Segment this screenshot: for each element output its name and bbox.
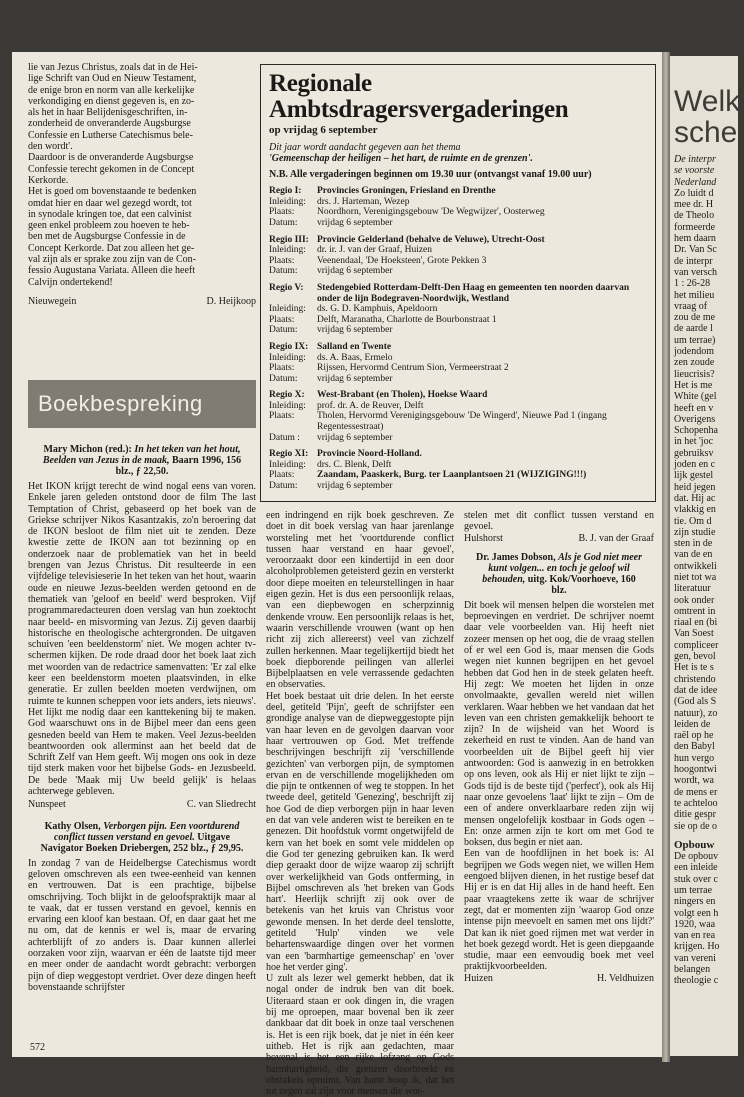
region-field-value: Provincies Groningen, Friesland en Drenthe [317, 186, 496, 197]
region-row [269, 449, 647, 460]
region-row [269, 245, 647, 256]
region-row [269, 433, 647, 444]
review-book-heading [38, 444, 246, 477]
region-row [269, 411, 647, 432]
right-page-subhead: Opbouw [674, 838, 715, 851]
region-field-value: Zaandam, Paaskerk, Burg. ter Laanplantsoen 21 (WIJZIGING!!!) [317, 470, 587, 481]
signoff-place: Nieuwegein [28, 295, 77, 307]
text-line: lige Schrift van Oud en Nieuw Testament, [28, 73, 197, 85]
region-field-label: Inleiding: [269, 400, 306, 411]
signoff-name: B. J. van der Graaf [578, 532, 654, 544]
region-row [269, 390, 647, 401]
review-book-heading [474, 552, 644, 596]
region-row [269, 460, 647, 471]
theme-line-2: 'Gemeenschap der heiligen – het hart, de ruimte en de grenzen'. [269, 152, 533, 164]
text-line: Daardoor is de onveranderde Augsburgse [28, 152, 194, 164]
text-line: zen zoude [674, 357, 715, 369]
region-row [269, 353, 647, 364]
region-field-value: vrijdag 6 september [317, 325, 393, 336]
region-row [269, 325, 647, 336]
region-row [269, 304, 647, 315]
region-field-value: Delft, Maranatha, Charlotte de Bourbonstraat 1 [317, 314, 497, 325]
text-line: um terrae [674, 885, 713, 896]
right-page-intro [674, 154, 744, 188]
text-line: hem daarn [674, 233, 716, 245]
text-line: vlakkig en [674, 504, 716, 516]
text-line: tie. Om d [674, 515, 712, 527]
text-line: Kerkorde. [28, 174, 69, 186]
text-line: Confessie terecht gekomen in de Concept [28, 163, 195, 175]
region-field-value: Noordhorn, Verenigingsgebouw 'De Wegwijzer', Oosterweg [317, 207, 545, 218]
region-row [269, 283, 647, 304]
review-text: Het boek bestaat uit drie delen. In het eerste deel, getiteld 'Pijn', geeft de schrijfster een grondige analyse van de diepweggestopte pijn van haar leven en de gevolgen daarvan voor haar vertrouwen op God. Met treffende beschrijvingen beschrijft zij 'verschillende gezichten' van verborgen pijn, de symptomen ervan en de verschillende mogelijkheden om die pijn te ontkennen of weg te stoppen. In het tweede deel, getiteld 'Genezing', beschrijft zij hoe God de diep verborgen pijn in haar leven en dat van vele anderen wist te bereiken en te genezen. Dit hoofdstuk vormt ongetwijfeld de kern van het boek en somt vele middelen op die God ter genezing gebruiken kan. Ik werd diep geraakt door de wijze waarop zij schrijft over werkelijkheid van Gods ontferming, in Bijbel omschreven als 'het breken van Gods hart'. Heerlijk schrijft zij ook over de betekenis van het kruis van Christus voor gewonde mensen. In het derde deel tenslotte, getiteld 'Hulp' vinden we vele behartenswaardige dingen over het vormen van een 'barmhartige gemeenschap' en 'over hoe het verder ging'. [266, 690, 454, 973]
region-field-value: drs. C. Blenk, Delft [317, 459, 392, 470]
region-field-value: Provincie Noord-Holland. [317, 449, 422, 460]
text-line: um terrae) [674, 334, 716, 346]
text-line: verkondiging en dienst gegeven is, en zo- [28, 95, 195, 107]
announcement-title: Regionale Ambtsdragersvergaderingen [269, 70, 569, 123]
text-line: de Theolo [674, 210, 715, 222]
review-text: U zult als lezer wel gemerkt hebben, dat ik nogal onder de indruk ben van dit boek. Uiteraard staan er ook dingen in, die vragen bij me oproepen, maar bovenal ben ik zeer dankbaar dat dit boek in onze taal verschenen is. Het is een rijk boek, dat je niet in één keer uitheb. Het is rijk aan gedachten, maar bovenal is het een rijke lofzang op Gods barmhartigheid, die grenzen doorbreekt en obstakels opruimt. Van harte hoop ik, dat het tot zegen zal zijn voor mensen die wor- [266, 973, 454, 1097]
text-line: lie van Jezus Christus, zoals dat in de Hei- [28, 62, 198, 73]
region-field-label: Regio I: [269, 186, 302, 197]
review-text: Het IKON krijgt terecht de wind nogal eens van voren. Enkele jaren geleden ontstond door de film The last Temptation of Christ, gebaseerd op het boek van de Griekse schrijver Nikos Kasantzakis, zo'n beroering dat de IKON besloot de film niet uit te zenden. Deze kwestie zette de IKON aan tot bezinning op en onderzoek naar de problematiek van het in beeld brengen van Jezus Christus. Dit resulteerde in een vijfdelige televisieserie In het teken van het hout, waarin oude en nieuwe Jezus-beelden werden getoond en de thematiek van 'geloof en beeld' werd besproken. Vijf programmaredacteuren doen verslag van hun zoektocht naar beeld- en misvorming van Jezus. Zij geven daarbij historische en theologische achtergronden. De uitgaven schuiven 'een beeldenstorm' niet. We mogen achter tv-schermen kijken. De rode draad door het boek laat zich met woorden van de redactrice samenvatten: 'Er zal elke keer een beeldenstorm moeten plaatsvinden, in elke generatie. Er zullen beelden moeten verdwijnen, om ruimte te kunnen scheppen voor iets anders, iets nieuws'. Het lijkt me nodig daar een kanttekening bij te maken. God waarschuwt ons in de Bijbel meer dan eens geen gesneden beeld van Hem te maken. Veel Jezus-beelden beantwoorden ook allerminst aan het beeld dat de Schrift Zelf van Hem geeft. Wij mogen ons ook in deze tijd sterk maken voor het bijbelse Gods- en Jezusbeeld. De bede 'Maak mij Uw beeld gelijk' is helaas achterwege gebleven. [28, 481, 256, 798]
text-line: Overigens [674, 413, 716, 425]
signoff-place: Hulshorst [464, 532, 503, 544]
text-line: een inleide [674, 862, 718, 874]
region-field-value: prof. dr. A. de Reuver, Delft [317, 400, 424, 411]
heading-line-1: Welk [674, 85, 741, 118]
right-page-text-2 [674, 851, 744, 987]
text-line: ook onder [674, 594, 715, 606]
column-top-left [28, 62, 256, 307]
region-row [269, 207, 647, 218]
region-field-value: vrijdag 6 september [317, 373, 393, 384]
signoff-place: Nunspeet [28, 799, 66, 811]
text-line: geen enkel probleem zou hoeven te heb- [28, 220, 190, 232]
text-line: (God als S [674, 696, 717, 708]
text-line: wordt, wa [674, 775, 714, 787]
region-row [269, 186, 647, 197]
left-page [12, 52, 662, 1097]
region-field-label: Plaats: [269, 207, 295, 218]
text-line: 1920, waa [674, 918, 716, 930]
right-page-text [674, 188, 744, 832]
region-block [269, 390, 647, 443]
signoff-name: H. Veldhuizen [596, 972, 654, 984]
text-line: Concept Kerkorde. Dat zou alleen het ge- [28, 242, 195, 254]
theme-line-1: Dit jaar wordt aandacht gegeven aan het thema [269, 141, 461, 153]
text-line: vraag of [674, 300, 708, 312]
review-text: In zondag 7 van de Heidelbergse Catechismus wordt geloven omschreven als een twee-eenheid van kennen en vertrouwen. Dat is een prachtige, bijbelse omschrijving. Toch blijkt in de geloofspraktijk maar al te vaak, dat er tussen verstand en gevoel, kennis en ervaring een kloof kan bestaan. Of, en daar gaat het me nu om, dat de kennis er wel is, maar de ervaring achterblijft of zo anders is. Daar kunnen allerlei oorzaken voor zijn, waarvan er één de laatste tijd meer en meer onder de aandacht wordt gebracht: verborgen pijn of diep weggestopt verdriet. Over deze dingen heeft bovenstaande schrijfster [28, 857, 256, 993]
text-line: omdat hier en daar wel gezegd wordt, tot [28, 197, 192, 209]
region-field-value: Veenendaal, 'De Hoeksteen', Grote Pekken 3 [317, 255, 487, 266]
region-field-label: Inleiding: [269, 245, 306, 256]
text-line: zonderheid de onveranderde Augsburgse [28, 118, 191, 130]
text-line: van de en [674, 549, 713, 561]
review-book-heading [38, 821, 246, 854]
text-line: dat. Hij ac [674, 492, 716, 504]
continued-article-text [28, 62, 256, 288]
text-line: lieucrisis? [674, 368, 715, 380]
text-line: ditie gespr [674, 809, 716, 821]
text-line: jodendom [674, 346, 714, 358]
region-row [269, 374, 647, 385]
region-field-label: Plaats: [269, 314, 295, 325]
announcement-note: N.B. Alle vergaderingen beginnen om 19.30 uur (ontvangst vanaf 19.00 uur) [269, 168, 592, 180]
region-field-value: vrijdag 6 september [317, 217, 393, 228]
region-field-value: West-Brabant (en Tholen), Hoekse Waard [317, 390, 488, 401]
region-field-value: dr. ir. J. van der Graaf, Huizen [317, 245, 433, 256]
review-publisher: Uitgave Navigator Boeken Driebergen, 252 blz., ƒ 29,95. [40, 831, 244, 854]
text-line: Van Soest [674, 628, 714, 640]
text-line: krijgen. Ho [674, 941, 720, 953]
announcement-subtitle: op vrijdag 6 september [269, 124, 378, 136]
text-line: zijn studie [674, 526, 716, 538]
text-line: gen, bevol [674, 651, 716, 663]
region-field-label: Plaats: [269, 255, 295, 266]
review-signoff [464, 533, 654, 544]
text-line: White (gel [674, 391, 717, 403]
text-line: Calvijn ondertekend! [28, 276, 113, 288]
region-field-label: Plaats: [269, 363, 295, 374]
region-field-label: Regio V: [269, 282, 304, 293]
text-line: van en rea [674, 930, 716, 942]
text-line: Zo luidt d [674, 187, 714, 199]
announcement-theme [269, 142, 647, 164]
region-row [269, 470, 647, 481]
region-field-label: Datum: [269, 373, 298, 384]
review-book-title: Verborgen pijn. Een voortdurend conflict tussen verstand en gevoel. [53, 820, 240, 843]
text-line: christendo [674, 673, 716, 685]
region-list [269, 186, 647, 491]
text-line: literatuur [674, 583, 711, 595]
article-signoff [28, 296, 256, 307]
review-signoff [464, 973, 654, 984]
review-author: Dr. James Dobson, [475, 551, 556, 563]
review-text: een indringend en rijk boek geschreven. Ze doet in dit boek verslag van haar jarenlange worsteling met het 'voortdurende conflict tussen haar verstand en haar gevoel', veroorzaakt door een kindertijd in een door alcoholproblemen geteisterd gezin en versterkt door diepe moeiten en teleurstellingen in haar eigen gezin. Het is dus een persoonlijk relaas, van een diepbewogen en scherpzinnig denkende vrouw. Een persoonlijk relaas is het, waarin verschillende vrouwen (want op hen richt zij zich allereerst) veel van zichzelf zullen herkennen. Maar tegelijkertijd biedt het boek diepborende peilingen van allerlei Bijbelplaatsen en vele verrassende gedachten en observaties. [266, 510, 454, 691]
region-field-label: Datum : [269, 432, 300, 443]
text-line: riaal en (bi [674, 617, 718, 629]
text-line: de enige bron en norm van alle kerkelijke [28, 84, 195, 96]
region-field-value: vrijdag 6 september [317, 432, 393, 443]
text-line: van vereni [674, 952, 716, 964]
text-line: joden en c [674, 459, 716, 471]
text-line: Schopenha [674, 425, 718, 437]
region-field-label: Inleiding: [269, 459, 306, 470]
region-field-label: Inleiding: [269, 304, 306, 315]
text-line: heid jegen [674, 481, 716, 493]
text-line: Het is me [674, 379, 713, 391]
region-field-value: Tholen, Hervormd Verenigingsgebouw 'De Wingerd', Nieuwe Pad 1 (ingang Regentessestraat) [317, 411, 607, 433]
announcement-box [260, 64, 656, 502]
region-block [269, 186, 647, 228]
region-row [269, 218, 647, 229]
text-line: als het in haar Belijdenisgeschriften, in- [28, 107, 188, 119]
region-field-value: drs. J. Harteman, Wezep [317, 196, 410, 207]
region-field-label: Inleiding: [269, 196, 306, 207]
heading-line-2: sche [674, 116, 738, 149]
signoff-name: D. Heijkoop [206, 295, 256, 307]
text-line: gebruiksv [674, 447, 714, 459]
text-line: se voorste [674, 165, 715, 177]
text-line: raël op he [674, 730, 714, 742]
text-line: belangen [674, 964, 711, 976]
region-field-value: vrijdag 6 september [317, 266, 393, 277]
review-publisher: Baarn 1996, 156 blz., ƒ 22,50. [115, 455, 242, 477]
region-row [269, 363, 647, 374]
text-line: compliceer [674, 639, 719, 651]
column-reviews-right [464, 510, 654, 984]
region-field-label: Datum: [269, 325, 298, 336]
text-line: theologie c [674, 975, 719, 987]
region-row [269, 342, 647, 353]
text-line: lijk gestel [674, 470, 714, 482]
region-row [269, 481, 647, 492]
region-row [269, 266, 647, 277]
text-line: sten in de [674, 538, 713, 550]
text-line: dat de idee [674, 684, 718, 696]
text-line: ben met de Augsburgse Confessie in de [28, 231, 186, 243]
region-field-value: Rijssen, Hervormd Centrum Sion, Vermeerstraat 2 [317, 363, 509, 374]
text-line: natuur), zo [674, 707, 718, 719]
region-row [269, 235, 647, 246]
text-line: den wordt'. [28, 141, 73, 153]
column-reviews-left [28, 440, 256, 993]
text-line: leiden de [674, 718, 711, 730]
page-number: 572 [30, 1042, 45, 1053]
review-signoff [28, 799, 256, 810]
text-line: in synodale kringen toe, dat een calvinist [28, 208, 192, 220]
text-line: hoogontwi [674, 764, 717, 776]
text-line: in het 'joc [674, 436, 714, 448]
right-page [670, 56, 741, 1056]
text-line: Het is goed om bovenstaande te bedenken [28, 186, 197, 198]
region-field-label: Regio X: [269, 390, 305, 401]
text-line: niet tot wa [674, 571, 717, 583]
text-line: fessio Augustana Variata. Alleen die heeft [28, 265, 195, 277]
book-gutter [662, 52, 670, 1062]
text-line: te achteloo [674, 797, 718, 809]
right-page-column [674, 86, 744, 987]
text-line: ontwikkeli [674, 560, 717, 572]
text-line: het milieu [674, 289, 715, 301]
text-line: de mens er [674, 786, 718, 798]
review-book-title: In het teken van het hout, Beelden van Jezus in de maak, [42, 444, 241, 466]
region-field-value: vrijdag 6 september [317, 481, 393, 492]
region-field-value: ds. G. D. Kamphuis, Apeldoorn [317, 304, 438, 315]
region-row [269, 401, 647, 412]
signoff-name: C. van Sliedrecht [186, 799, 256, 811]
region-block [269, 342, 647, 384]
text-line: van versch [674, 266, 718, 278]
text-line: hun vergo [674, 752, 715, 764]
review-text: Een van de hoofdlijnen in het boek is: Al begrijpen we Gods wegen niet, we willen Hem eengoed blijven dienen, in het rustige besef dat Hij er is en dat Hij alles in de hand heeft. Een paar vraagtekens zette ik waar de schrijver zegt, dat er momenten zijn 'waarop God onze intense pijn meevoelt en samen met ons lijdt?' Dat kan ik niet goed rijmen met wat verder in het boek gezegd wordt. Het is geen diepgaande studie, maar een eenvoudig boek met veel praktijkvoorbeelden. [464, 848, 654, 973]
region-block [269, 449, 647, 491]
text-line: stuk over c [674, 873, 718, 885]
region-field-label: Regio IX: [269, 341, 309, 352]
text-line: mee dr. H [674, 199, 714, 211]
section-banner [28, 380, 256, 428]
text-line: den Babyl [674, 741, 715, 753]
region-row [269, 256, 647, 267]
region-field-label: Datum: [269, 481, 298, 492]
text-line: omtrent in [674, 605, 716, 617]
right-page-heading [674, 86, 744, 148]
text-line: de interpr [674, 255, 713, 267]
region-field-label: Regio III: [269, 234, 309, 245]
review-publisher: uitg. Kok/Voorhoeve, 160 blz. [527, 573, 636, 596]
region-field-label: Plaats: [269, 470, 295, 481]
text-line: formeerde [674, 221, 716, 233]
region-field-label: Plaats: [269, 411, 295, 422]
text-line: volgt een h [674, 907, 719, 919]
text-line: val zijn als er sprake zou zijn van de Con- [28, 254, 196, 266]
region-row [269, 197, 647, 208]
region-field-value: Stedengebied Rotterdam-Delft-Den Haag en gemeenten ten noorden daarvan onder de lijn Bodegraven-Noordwijk, Westland [317, 282, 630, 304]
text-line: 1 : 26-28 [674, 278, 711, 290]
signoff-place: Huizen [464, 972, 493, 984]
text-line: heeft en v [674, 402, 714, 414]
text-line: sie op de o [674, 820, 718, 832]
text-line: de aarde l [674, 323, 713, 335]
text-line: Nederland [674, 176, 717, 188]
review-author: Mary Michon (red.): [43, 444, 132, 455]
text-line: ningers en [674, 896, 716, 908]
region-row [269, 315, 647, 326]
review-text: Dit boek wil mensen helpen die worstelen met beproevingen en verdriet. De schrijver noemt daar vele voorbeelden van. Hij heeft niet zozeer mensen op het oog, die de vraag stellen of er wel een God is, maar mensen die Gods wegen niet kunnen begrijpen en het gevoel hebben dat God hen in de steek gelaten heeft. Hij zegt: We moeten het lijden in onze onvolmaakte, gevallen wereld niet willen verklaren. Waar hebben we het vandaan dat het leven van een christen gemakkelijk behoort te zijn? In de wijsheid van het Woord is zekerheid en rust te vinden. Aan de hand van voorbeelden uit de Bijbel geeft hij vier antwoorden: God is aanwezig in en betrokken op ons leven, ook als Hij er niet lijkt te zijn – Gods tijd is de beste tijd ('perfect'), ook als Hij naar onze gevoelens 'laat' lijkt te zijn – Om de een of andere onverklaarbare reden zijn wij mensen ongelofelijk kostbaar in Gods ogen – En: onze armen zijn te kort om met God te boksen, dus begin er niet aan. [464, 599, 654, 849]
region-block [269, 235, 647, 277]
text-line: De opbouv [674, 851, 719, 863]
region-field-label: Datum: [269, 266, 298, 277]
text-line: Confessie en Lutherse Catechismus bele- [28, 129, 193, 141]
region-field-label: Inleiding: [269, 352, 306, 363]
region-field-label: Datum: [269, 217, 298, 228]
review-text: stelen met dit conflict tussen verstand en gevoel. [464, 510, 654, 533]
region-field-value: Provincie Gelderland (behalve de Veluwe), Utrecht-Oost [317, 234, 545, 245]
review-author: Kathy Olsen, [44, 820, 101, 832]
review-book-title: Als je God niet meer kunt volgen... en toch je geloof wil behouden, [482, 551, 643, 585]
section-banner-label: Boekbespreking [38, 391, 203, 416]
column-reviews-middle [266, 510, 454, 1097]
text-line: De interpr [674, 154, 716, 165]
text-line: Het is te s [674, 662, 714, 674]
region-field-label: Regio XI: [269, 449, 309, 460]
text-line: zou de me [674, 312, 716, 324]
text-line: Dr. Van Sc [674, 244, 717, 256]
region-field-value: Salland en Twente [317, 341, 392, 352]
region-field-value: ds. A. Baas, Ermelo [317, 352, 393, 363]
region-block [269, 283, 647, 336]
